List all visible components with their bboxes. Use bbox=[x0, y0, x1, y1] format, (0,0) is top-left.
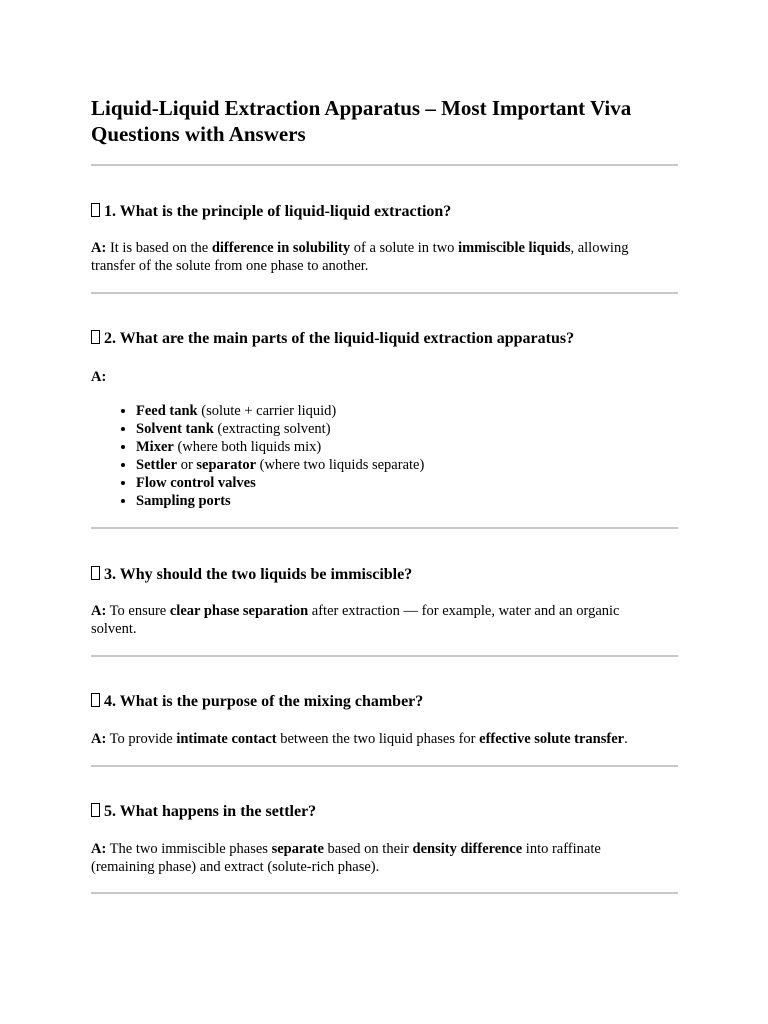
list-item: • Flow control valves bbox=[136, 474, 696, 492]
divider bbox=[91, 765, 678, 767]
missing-glyph-icon bbox=[91, 203, 100, 217]
answer-3: A: To ensure clear phase separation after extraction — for example, water and an organic solvent. bbox=[91, 603, 620, 637]
question-1: 1. What is the principle of liquid-liquid extraction? bbox=[91, 202, 691, 222]
answer-4: A: To provide intimate contact between the two liquid phases for effective solute transfer. bbox=[91, 731, 628, 747]
list-item: • Solvent tank (extracting solvent) bbox=[136, 420, 696, 438]
list-item: • Feed tank (solute + carrier liquid) bbox=[136, 402, 696, 420]
missing-glyph-icon bbox=[91, 693, 100, 707]
apparatus-parts-list bbox=[91, 402, 696, 510]
question-2: 2. What are the main parts of the liquid-liquid extraction apparatus? bbox=[91, 329, 691, 349]
answer-2-label: A: bbox=[91, 369, 107, 385]
missing-glyph-icon bbox=[91, 330, 100, 344]
question-3: 3. Why should the two liquids be immiscible? bbox=[91, 565, 691, 585]
divider bbox=[91, 292, 678, 294]
answer-1: A: It is based on the difference in solubility of a solute in two immiscible liquids, allowing transfer of the solute from one phase to another. bbox=[91, 240, 629, 274]
answer-5: A: The two immiscible phases separate based on their density difference into raffinate (remaining phase) and extract (solute-rich phase). bbox=[91, 841, 601, 875]
divider bbox=[91, 527, 678, 529]
divider bbox=[91, 892, 678, 894]
page-title: Liquid-Liquid Extraction Apparatus – Most Important Viva Questions with Answers bbox=[91, 96, 632, 146]
divider bbox=[91, 164, 678, 166]
question-5: 5. What happens in the settler? bbox=[91, 802, 691, 822]
list-item: • Settler or separator (where two liquids separate) bbox=[136, 456, 696, 474]
missing-glyph-icon bbox=[91, 803, 100, 817]
list-item: • Mixer (where both liquids mix) bbox=[136, 438, 696, 456]
list-item: • Sampling ports bbox=[136, 492, 696, 510]
divider bbox=[91, 655, 678, 657]
question-4: 4. What is the purpose of the mixing chamber? bbox=[91, 692, 691, 712]
missing-glyph-icon bbox=[91, 566, 100, 580]
